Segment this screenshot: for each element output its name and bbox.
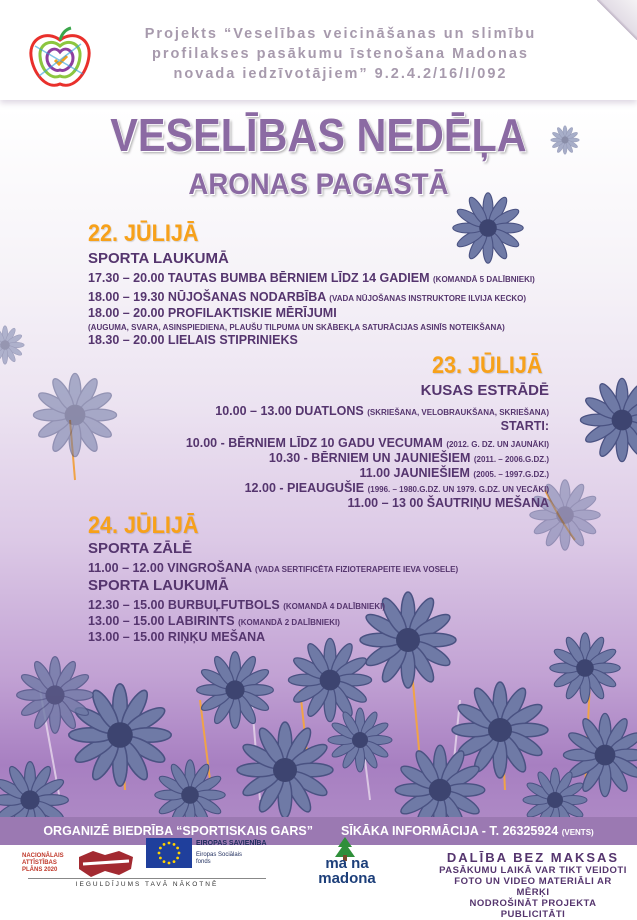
paper-curl	[597, 0, 637, 40]
day3-item: 12.30 – 15.00 BURBUĻFUTBOLS (KOMANDĀ 4 DALĪBNIEKI)	[88, 598, 385, 612]
day2-venue: KUSAS ESTRĀDĒ	[420, 382, 549, 399]
day2-item: STARTI:	[500, 419, 549, 433]
day2-item: 11.00 – 13 00 ŠAUTRIŅU MEŠANA	[347, 496, 549, 510]
page-subtitle: ARONAS PAGASTĀ	[188, 168, 449, 201]
day3-item: 13.00 – 15.00 RIŅĶU MEŠANA	[88, 630, 266, 644]
day3-date: 24. JŪLIJĀ	[88, 512, 199, 539]
eu-subtitle: Eiropas Sociālais fonds	[196, 852, 243, 865]
day2-date: 23. JŪLIJĀ	[432, 352, 543, 379]
contact-info: SĪKĀKA INFORMĀCIJA - T. 26325924 (VENTS)	[341, 824, 594, 838]
day1-date: 22. JŪLIJĀ	[88, 220, 199, 247]
day3-item: 13.00 – 15.00 LABIRINTS (KOMANDĀ 2 DALĪBNIEKI)	[88, 614, 340, 628]
day3-venue-1: SPORTA ZĀLĒ	[88, 540, 193, 557]
nap-logo-text: NACIONĀLAIS ATTĪSTĪBAS PLĀNS 2020	[22, 853, 64, 873]
eu-title: EIROPAS SAVIENĪBA	[196, 840, 267, 847]
day1-item-note: (AUGUMA, SVARA, ASINSPIEDIENA, PLAUŠU TILPUMA UN SKĀBEKĻA SATURĀCIJAS ASINĪS NOTEIKŠANA)	[88, 323, 505, 332]
page-title: VESELĪBAS NEDĒĻA	[110, 109, 527, 161]
organizer-text: ORGANIZĒ BIEDRĪBA “SPORTISKAIS GARS”	[43, 824, 314, 838]
day3-venue-2: SPORTA LAUKUMĀ	[88, 577, 229, 594]
slogan: IEGULDĪJUMS TAVĀ NĀKOTNĒ	[75, 881, 219, 888]
apple-logo-icon	[25, 24, 95, 94]
organizer-bar	[0, 817, 637, 845]
day1-item: 18.30 – 20.00 LIELAIS STIPRINIEKS	[88, 333, 298, 347]
day1-venue: SPORTA LAUKUMĀ	[88, 250, 229, 267]
madona-logo-text: ma na madona	[318, 855, 376, 887]
day2-item: 10.00 - BĒRNIEM LĪDZ 10 GADU VECUMAM (2012. G. DZ. UN JAUNĀKI)	[185, 436, 549, 450]
day2-item: 10.00 – 13.00 DUATLONS (SKRIEŠANA, VELOBRAUKŠANA, SKRIEŠANA)	[215, 404, 549, 418]
latvia-map-icon	[75, 847, 137, 881]
project-description: Projekts “Veselības veicināšanas un slimību profilakses pasākumu īstenošana Madonas novada iedzīvotājiem” 9.2.4.2/16/I/092	[144, 26, 537, 82]
eu-flag-icon	[146, 838, 192, 868]
day1-item: 18.00 – 19.30 NŪJOŠANAS NODARBĪBA (VADA NŪJOŠANAS INSTRUKTORE ILVIJA KECKO)	[88, 290, 527, 304]
free-participation-note	[438, 850, 628, 920]
day3-item: 11.00 – 12.00 VINGROŠANA (VADA SERTIFICĒTA FIZIOTERAPEITE IEVA VOSELE)	[88, 561, 459, 575]
free-title: DALĪBA BEZ MAKSAS	[446, 850, 620, 865]
day1-item: 17.30 – 20.00 TAUTAS BUMBA BĒRNIEM LĪDZ 14 GADIEM (KOMANDĀ 5 DALĪBNIEKI)	[88, 271, 535, 285]
day1-item: 18.00 – 20.00 PROFILAKTISKIE MĒRĪJUMI	[88, 306, 337, 320]
day2-item: 10.30 - BĒRNIEM UN JAUNIEŠIEM (2011. – 2006.G.DZ.)	[268, 451, 549, 465]
free-text: PASĀKUMU LAIKĀ VAR TIKT VEIDOTI FOTO UN VIDEO MATERIĀLI AR MĒRĶI NODROŠINĀT PROJEKTA PUBLICITĀTI	[439, 865, 627, 920]
day2-item: 12.00 - PIEAUGUŠIE (1996. – 1980.G.DZ. UN 1979. G.DZ. UN VECĀKI)	[244, 481, 549, 495]
day2-item: 11.00 JAUNIEŠIEM (2005. – 1997.G.DZ.)	[359, 466, 549, 480]
